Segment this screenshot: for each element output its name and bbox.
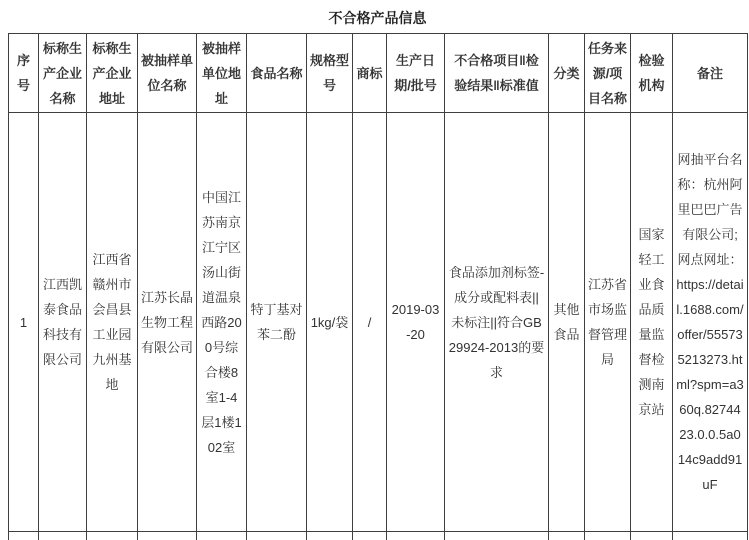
- empty-cell: [673, 532, 748, 540]
- cell-spec-model: 1kg/袋: [307, 113, 353, 532]
- table-header-row: [9, 34, 748, 113]
- col-header-producer-name: 标称生产企业名称: [39, 34, 87, 113]
- empty-cell: [631, 532, 673, 540]
- cell-producer-name: 江西凯泰食品科技有限公司: [39, 113, 87, 532]
- cell-production-date: 2019-03-20: [387, 113, 445, 532]
- empty-cell: [9, 532, 39, 540]
- empty-cell: [353, 532, 387, 540]
- col-header-failed-items: 不合格项目‖检验结果‖标准值: [445, 34, 549, 113]
- col-header-spec-model: 规格型号: [307, 34, 353, 113]
- empty-cell: [197, 532, 247, 540]
- cell-sampled-unit-name: 江苏长晶生物工程有限公司: [138, 113, 197, 532]
- empty-cell: [138, 532, 197, 540]
- col-header-sampled-unit-address: 被抽样单位地址: [197, 34, 247, 113]
- col-header-inspection-agency: 检验机构: [631, 34, 673, 113]
- col-header-category: 分类: [549, 34, 585, 113]
- cell-food-name: 特丁基对苯二酚: [247, 113, 307, 532]
- col-header-production-date: 生产日期/批号: [387, 34, 445, 113]
- table-row-partial: [9, 532, 748, 540]
- col-header-producer-address: 标称生产企业地址: [87, 34, 138, 113]
- cell-failed-items: 食品添加剂标签-成分或配料表||未标注||符合GB29924-2013的要求: [445, 113, 549, 532]
- empty-cell: [307, 532, 353, 540]
- empty-cell: [39, 532, 87, 540]
- col-header-index: 序号: [9, 34, 39, 113]
- cell-inspection-agency: 国家轻工业食品质量监督检测南京站: [631, 113, 673, 532]
- cell-task-source: 江苏省市场监督管理局: [585, 113, 631, 532]
- page-title: 不合格产品信息: [328, 10, 427, 26]
- col-header-sampled-unit-name: 被抽样单位名称: [138, 34, 197, 113]
- col-header-food-name: 食品名称: [247, 34, 307, 113]
- col-header-task-source: 任务来源/项目名称: [585, 34, 631, 113]
- col-header-remarks: 备注: [673, 34, 748, 113]
- cell-sampled-unit-address: 中国江苏南京江宁区汤山街道温泉西路200号综合楼8室1-4层1楼102室: [197, 113, 247, 532]
- empty-cell: [585, 532, 631, 540]
- col-header-trademark: 商标: [353, 34, 387, 113]
- cell-trademark: /: [353, 113, 387, 532]
- empty-cell: [247, 532, 307, 540]
- empty-cell: [87, 532, 138, 540]
- table-row: [9, 113, 748, 532]
- empty-cell: [445, 532, 549, 540]
- empty-cell: [387, 532, 445, 540]
- cell-category: 其他食品: [549, 113, 585, 532]
- empty-cell: [549, 532, 585, 540]
- cell-producer-address: 江西省赣州市会昌县工业园九州基地: [87, 113, 138, 532]
- cell-index: 1: [9, 113, 39, 532]
- cell-remarks: 网抽平台名称：杭州阿里巴巴广告有限公司;网点网址：https://detail.1688.com/offer/555735213273.html?spm=a360q.8274423.0.0.5a014c9add91uF: [673, 113, 748, 532]
- unqualified-products-table: [8, 33, 748, 540]
